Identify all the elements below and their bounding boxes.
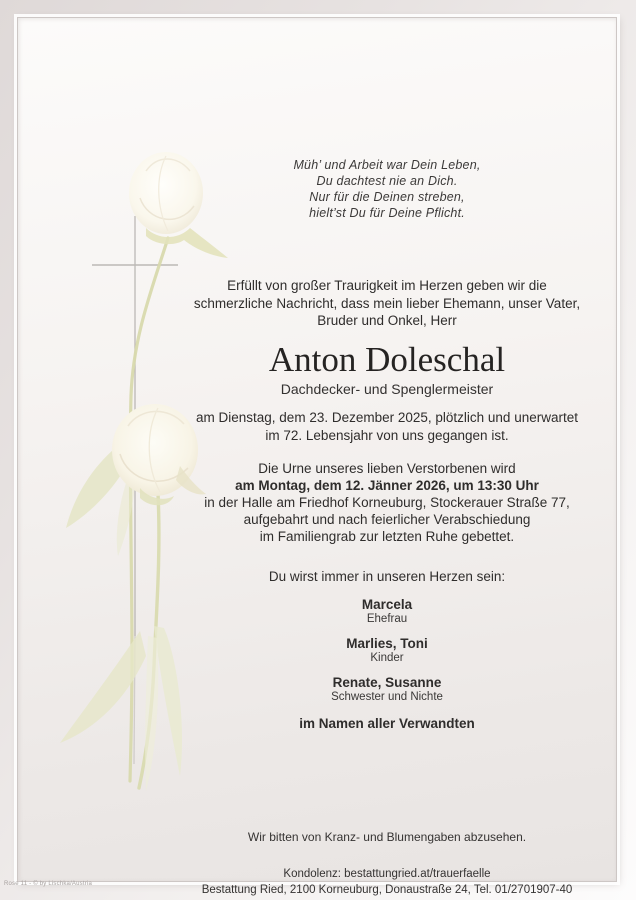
death-date-text: am Dienstag, dem 23. Dezember 2025, plötzlich und unerwartet im 72. Lebensjahr von uns gegangen ist. (196, 410, 578, 443)
mourner-relation: Ehefrau (366, 613, 408, 625)
mourner-group (123, 675, 636, 704)
service-datetime: am Montag, dem 12. Jänner 2026, um 13:30 Uhr (235, 478, 539, 493)
mourner-group (123, 597, 636, 626)
mourner-group (123, 636, 636, 665)
condolence-info: Kondolenz: bestattungried.at/trauerfaelle (283, 868, 491, 880)
deceased-profession: Dachdecker- und Spenglermeister (280, 381, 494, 397)
announcement-text: Erfüllt von großer Traurigkeit im Herzen geben wir die schmerzliche Nachricht, dass mein lieber Ehemann, unser Vater, Bruder und Onkel, Herr (193, 278, 581, 328)
funeral-home-info: Bestattung Ried, 2100 Korneuburg, Donaustraße 24, Tel. 01/2701907-40 (201, 884, 573, 896)
memorial-poem: Müh’ und Arbeit war Dein Leben, Du dachtest nie an Dich. Nur für die Deinen streben, hielt’st Du für Deine Pflicht. (293, 158, 481, 220)
mourners-list (123, 597, 636, 704)
service-details: in der Halle am Friedhof Korneuburg, Stockerauer Straße 77, aufgebahrt und nach feierlicher Verabschiedung im Familiengrab zur letzten Ruhe gebettet. (204, 495, 570, 544)
flowers-request: Wir bitten von Kranz- und Blumengaben abzusehen. (247, 830, 527, 844)
closing-line: im Namen aller Verwandten (299, 716, 475, 731)
motif-credit: Rose 11 - © by Lischka/Austria (4, 881, 93, 887)
deceased-name: Anton Doleschal (268, 340, 506, 379)
mourner-names: Marcela (361, 597, 413, 612)
service-info (123, 460, 636, 545)
mourner-names: Marlies, Toni (346, 636, 428, 651)
farewell-heading: Du wirst immer in unseren Herzen sein: (268, 569, 506, 584)
service-intro: Die Urne unseres lieben Verstorbenen wird (258, 461, 516, 476)
mourner-names: Renate, Susanne (332, 675, 442, 690)
mourner-relation: Kinder (370, 652, 404, 664)
mourner-relation: Schwester und Nichte (331, 691, 443, 703)
